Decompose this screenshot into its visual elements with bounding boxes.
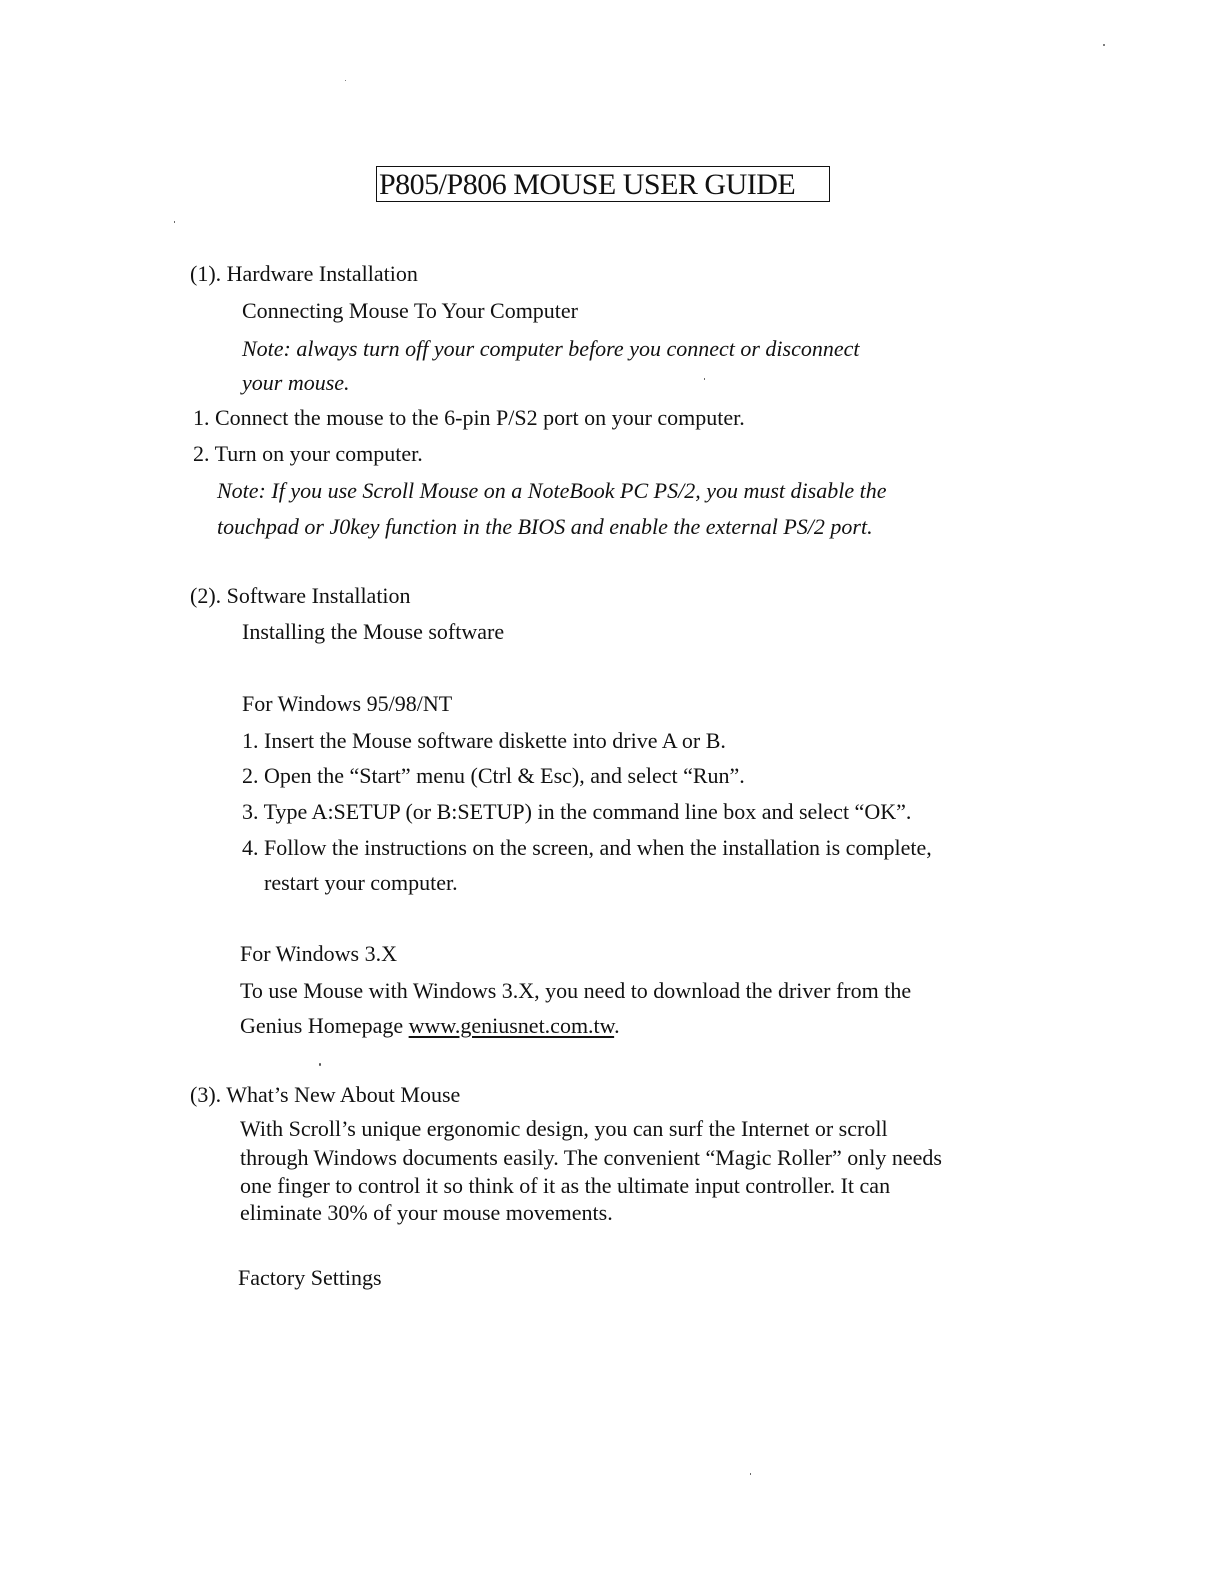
section2-subheading: Installing the Mouse software bbox=[242, 619, 505, 644]
scan-speck bbox=[174, 221, 175, 223]
win3-heading: For Windows 3.X bbox=[240, 941, 397, 966]
win95-step2: 2. Open the “Start” menu (Ctrl & Esc), and select “Run”. bbox=[242, 763, 745, 788]
win3-line2 bbox=[240, 1014, 620, 1038]
section1-note-line1: Note: always turn off your computer before you connect or disconnect bbox=[242, 336, 860, 361]
win95-step4-line2: restart your computer. bbox=[264, 870, 458, 895]
page-title: P805/P806 MOUSE USER GUIDE bbox=[376, 166, 830, 202]
section3-heading: (3). What’s New About Mouse bbox=[190, 1082, 461, 1107]
win95-step1: 1. Insert the Mouse software diskette into drive A or B. bbox=[242, 728, 726, 753]
win3-line2-suffix: . bbox=[614, 1013, 620, 1038]
win95-step4-line1: 4. Follow the instructions on the screen, and when the installation is complete, bbox=[242, 835, 932, 860]
section2-heading: (2). Software Installation bbox=[190, 583, 411, 608]
scan-speck bbox=[750, 1473, 751, 1475]
section1-step1: 1. Connect the mouse to the 6-pin P/S2 port on your computer. bbox=[193, 405, 745, 430]
scan-speck bbox=[1103, 44, 1105, 46]
genius-homepage-link[interactable]: www.geniusnet.com.tw bbox=[408, 1013, 615, 1038]
section1-heading: (1). Hardware Installation bbox=[190, 261, 418, 286]
scan-speck bbox=[345, 80, 346, 81]
section3-para-line3: one finger to control it so think of it as the ultimate input controller. It can bbox=[240, 1173, 891, 1198]
win95-heading: For Windows 95/98/NT bbox=[242, 691, 453, 716]
section1-subheading: Connecting Mouse To Your Computer bbox=[242, 298, 579, 323]
win3-line1: To use Mouse with Windows 3.X, you need to download the driver from the bbox=[240, 978, 912, 1003]
section1-note2-line1: Note: If you use Scroll Mouse on a NoteBook PC PS/2, you must disable the bbox=[217, 478, 887, 503]
section1-note2-line2: touchpad or J0key function in the BIOS and enable the external PS/2 port. bbox=[217, 514, 873, 539]
section3-para-line4: eliminate 30% of your mouse movements. bbox=[240, 1200, 613, 1225]
scan-speck bbox=[319, 1063, 321, 1066]
win3-line2-prefix: Genius Homepage bbox=[240, 1013, 409, 1038]
section1-note-line2: your mouse. bbox=[242, 370, 350, 395]
win95-step3: 3. Type A:SETUP (or B:SETUP) in the command line box and select “OK”. bbox=[242, 799, 912, 824]
section3-para-line1: With Scroll’s unique ergonomic design, you can surf the Internet or scroll bbox=[240, 1116, 888, 1141]
factory-settings-heading: Factory Settings bbox=[238, 1265, 382, 1290]
section3-para-line2: through Windows documents easily. The convenient “Magic Roller” only needs bbox=[240, 1145, 942, 1170]
scan-speck bbox=[704, 378, 705, 380]
section1-step2: 2. Turn on your computer. bbox=[193, 441, 423, 466]
